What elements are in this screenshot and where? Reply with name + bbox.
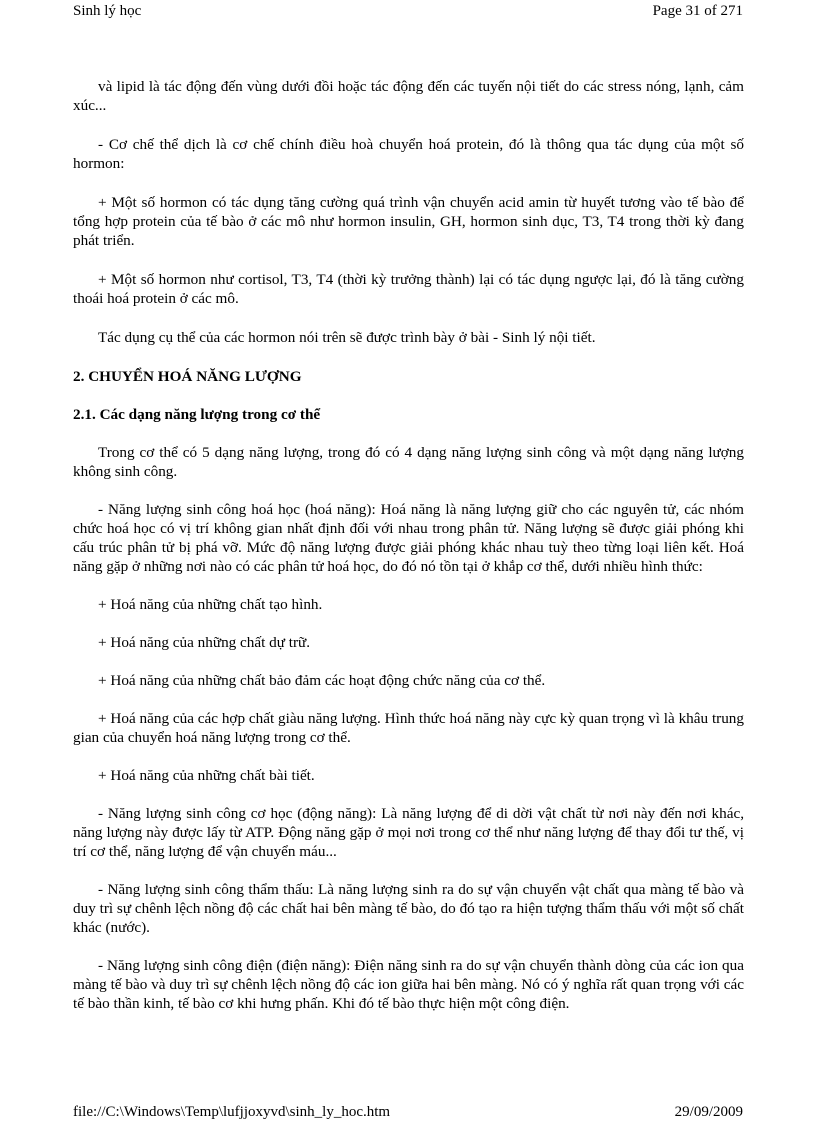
- paragraph: và lipid là tác động đến vùng dưới đồi hoặc tác động đến các tuyến nội tiết do các stress nóng, lạnh, cảm xúc...: [73, 78, 744, 114]
- list-item: + Hoá năng của những chất tạo hình.: [98, 596, 323, 613]
- list-item: + Hoá năng của những chất bảo đảm các hoạt động chức năng của cơ thể.: [98, 672, 546, 689]
- paragraph: - Năng lượng sinh công điện (điện năng): Điện năng sinh ra do sự vận chuyển thành dòng của các ion qua màng tế bào và duy trì sự chênh lệch nồng độ các ion giữa hai bên màng. Nó có ý nghĩa rất quan trọng với các tế bào thần kinh, tế bào cơ khi hưng phấn. Khi đó tế bào thực hiện một công điện.: [73, 957, 744, 1012]
- list-item: + Hoá năng của các hợp chất giàu năng lượng. Hình thức hoá năng này cực kỳ quan trọng vì là khâu trung gian của chuyển hoá năng lượng trong cơ thể.: [73, 710, 744, 746]
- list-item: + Hoá năng của những chất bài tiết.: [98, 767, 315, 784]
- subsection-heading: 2.1. Các dạng năng lượng trong cơ thể: [73, 406, 321, 423]
- paragraph: + Một số hormon có tác dụng tăng cường quá trình vận chuyển acid amin từ huyết tương vào tế bào để tổng hợp protein của tế bào ở các mô như hormon insulin, GH, hormon sinh dục, T3, T4 trong thời kỳ đang phát triển.: [73, 194, 744, 249]
- page-number: Page 31 of 271: [652, 3, 743, 19]
- page-header: [73, 3, 743, 23]
- paragraph: - Cơ chế thể dịch là cơ chế chính điều hoà chuyển hoá protein, đó là thông qua tác dụng của một số hormon:: [73, 136, 744, 172]
- section-heading: 2. CHUYỂN HOÁ NĂNG LƯỢNG: [73, 368, 302, 385]
- document-body: [73, 77, 744, 1013]
- list-item: + Hoá năng của những chất dự trữ.: [98, 634, 311, 651]
- document-title: Sinh lý học: [73, 3, 142, 19]
- paragraph: + Một số hormon như cortisol, T3, T4 (thời kỳ trưởng thành) lại có tác dụng ngược lại, đó là tăng cường thoái hoá protein ở các mô.: [73, 271, 744, 307]
- print-date: 29/09/2009: [674, 1104, 743, 1120]
- paragraph: Trong cơ thể có 5 dạng năng lượng, trong đó có 4 dạng năng lượng sinh công và một dạng năng lượng không sinh công.: [73, 444, 744, 480]
- paragraph: Tác dụng cụ thể của các hormon nói trên sẽ được trình bày ở bài - Sinh lý nội tiết.: [98, 329, 596, 346]
- file-path: file://C:\Windows\Temp\lufjjoxyvd\sinh_ly_hoc.htm: [73, 1104, 391, 1120]
- paragraph: - Năng lượng sinh công hoá học (hoá năng): Hoá năng là năng lượng giữ cho các nguyên tử, các nhóm chức hoá học có vị trí không gian nhất định đối với nhau trong phân tử. Năng lượng sẽ được giải phóng khi cấu trúc phân tử bị phá vỡ. Mức độ năng lượng được giải phóng khác nhau tuỳ theo từng loại liên kết. Hoá năng gặp ở những nơi nào có các phân tử hoá học, do đó nó tồn tại ở khắp cơ thể, dưới nhiều hình thức:: [73, 501, 744, 575]
- paragraph: - Năng lượng sinh công cơ học (động năng): Là năng lượng để di dời vật chất từ nơi này đến nơi khác, năng lượng này được lấy từ ATP. Động năng gặp ở mọi nơi trong cơ thể như năng lượng để thay đổi tư thế, vị trí cơ thể, năng lượng để vận chuyển máu...: [73, 805, 744, 860]
- page-footer: [73, 1104, 743, 1122]
- paragraph: - Năng lượng sinh công thẩm thấu: Là năng lượng sinh ra do sự vận chuyển vật chất qua màng tế bào và duy trì sự chênh lệch nồng độ các chất hai bên màng tế bào, do đó tạo ra hiện tượng thẩm thấu với một số chất khác (nước).: [73, 881, 744, 936]
